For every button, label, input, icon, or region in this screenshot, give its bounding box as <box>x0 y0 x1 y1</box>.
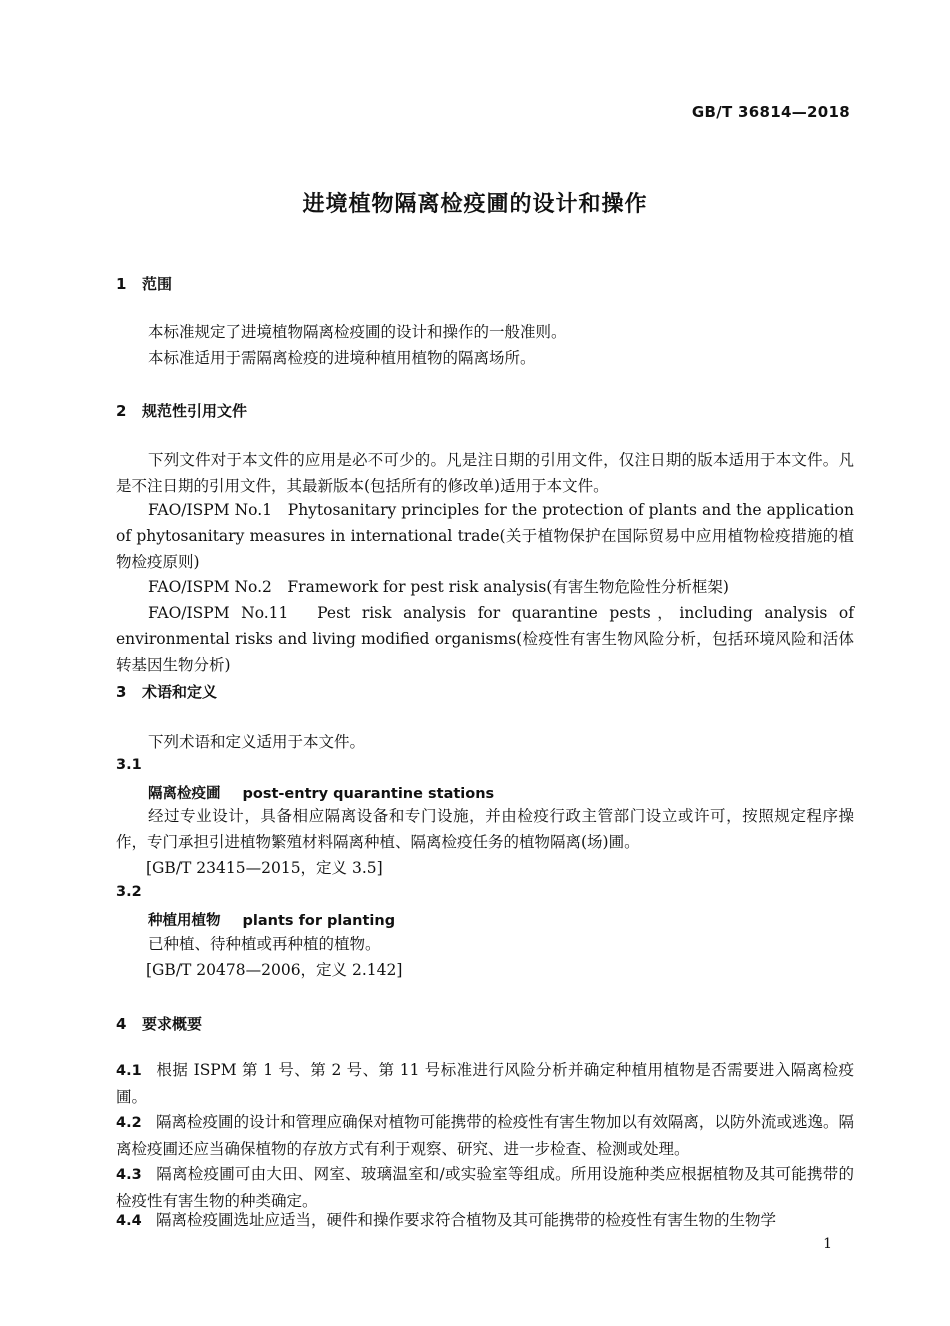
section-2-heading <box>116 400 247 421</box>
paragraph: 下列术语和定义适用于本文件。 <box>148 733 366 751</box>
term-source: [GB/T 20478—2006，定义 2.142] <box>146 961 403 979</box>
section-title: 规范性引用文件 <box>142 402 248 420</box>
section-number: 4 <box>116 1015 127 1033</box>
term-zh: 隔离检疫圃 <box>148 786 221 802</box>
paragraph: 本标准规定了进境植物隔离检疫圃的设计和操作的一般准则。 <box>148 323 567 341</box>
reference-item: FAO/ISPM No.1 Phytosanitary principles for the protection of plants and the application of phytosanitary measures in international trade(关于植物保护在国际贸易中应用植物检疫措施的植物检疫原则) <box>116 501 854 571</box>
term-en: plants for planting <box>242 913 396 929</box>
page-number: 1 <box>823 1236 832 1252</box>
reference-item: FAO/ISPM No.2 Framework for pest risk analysis(有害生物危险性分析框架) <box>148 578 729 596</box>
item-number: 4.3 <box>116 1167 142 1183</box>
term-source: [GB/T 23415—2015，定义 3.5] <box>146 859 383 877</box>
term-en: post-entry quarantine stations <box>242 786 495 802</box>
item-number: 4.2 <box>116 1115 142 1131</box>
list-item <box>116 1057 854 1110</box>
item-text: 根据 ISPM 第 1 号、第 2 号、第 11 号标准进行风险分析并确定种植用植物是否需要进入隔离检疫圃。 <box>116 1061 854 1106</box>
section-4-heading <box>116 1013 202 1034</box>
section-number: 3 <box>116 683 127 701</box>
item-number: 4.4 <box>116 1213 142 1229</box>
section-number: 1 <box>116 275 127 293</box>
list-item <box>116 1109 854 1162</box>
section-title: 术语和定义 <box>142 683 218 701</box>
term-number: 3.1 <box>116 757 142 773</box>
section-3-heading <box>116 681 217 702</box>
item-text: 隔离检疫圃的设计和管理应确保对植物可能携带的检疫性有害生物加以有效隔离，以防外流或逃逸。隔离检疫圃还应当确保植物的存放方式有利于观察、研究、进一步检查、检测或处理。 <box>116 1113 854 1158</box>
list-item <box>116 1207 854 1234</box>
item-text: 隔离检疫圃选址应适当，硬件和操作要求符合植物及其可能携带的检疫性有害生物的生物学 <box>156 1211 777 1229</box>
section-1-heading <box>116 273 172 294</box>
section-title: 范围 <box>142 275 173 293</box>
section-title: 要求概要 <box>142 1015 203 1033</box>
term-definition: 已种植、待种植或再种植的植物。 <box>148 935 381 953</box>
item-number: 4.1 <box>116 1063 142 1079</box>
document-title: 进境植物隔离检疫圃的设计和操作 <box>302 192 648 217</box>
item-text: 隔离检疫圃可由大田、网室、玻璃温室和/或实验室等组成。所用设施种类应根据植物及其可能携带的检疫性有害生物的种类确定。 <box>116 1165 854 1210</box>
term-heading <box>148 782 494 803</box>
paragraph: 下列文件对于本文件的应用是必不可少的。凡是注日期的引用文件，仅注日期的版本适用于本文件。凡是不注日期的引用文件，其最新版本(包括所有的修改单)适用于本文件。 <box>116 451 854 495</box>
term-heading <box>148 909 395 930</box>
term-zh: 种植用植物 <box>148 913 221 929</box>
standard-number: GB/T 36814—2018 <box>691 103 850 121</box>
term-definition: 经过专业设计，具备相应隔离设备和专门设施，并由检疫行政主管部门设立或许可，按照规定程序操作，专门承担引进植物繁殖材料隔离种植、隔离检疫任务的植物隔离(场)圃。 <box>116 807 854 851</box>
section-number: 2 <box>116 402 127 420</box>
reference-item: FAO/ISPM No.11 Pest risk analysis for quarantine pests，including analysis of environmental risks and living modified organisms(检疫性有害生物风险分析，包括环境风险和活体转基因生物分析) <box>116 604 854 674</box>
paragraph: 本标准适用于需隔离检疫的进境种植用植物的隔离场所。 <box>148 349 536 367</box>
term-number: 3.2 <box>116 884 142 900</box>
